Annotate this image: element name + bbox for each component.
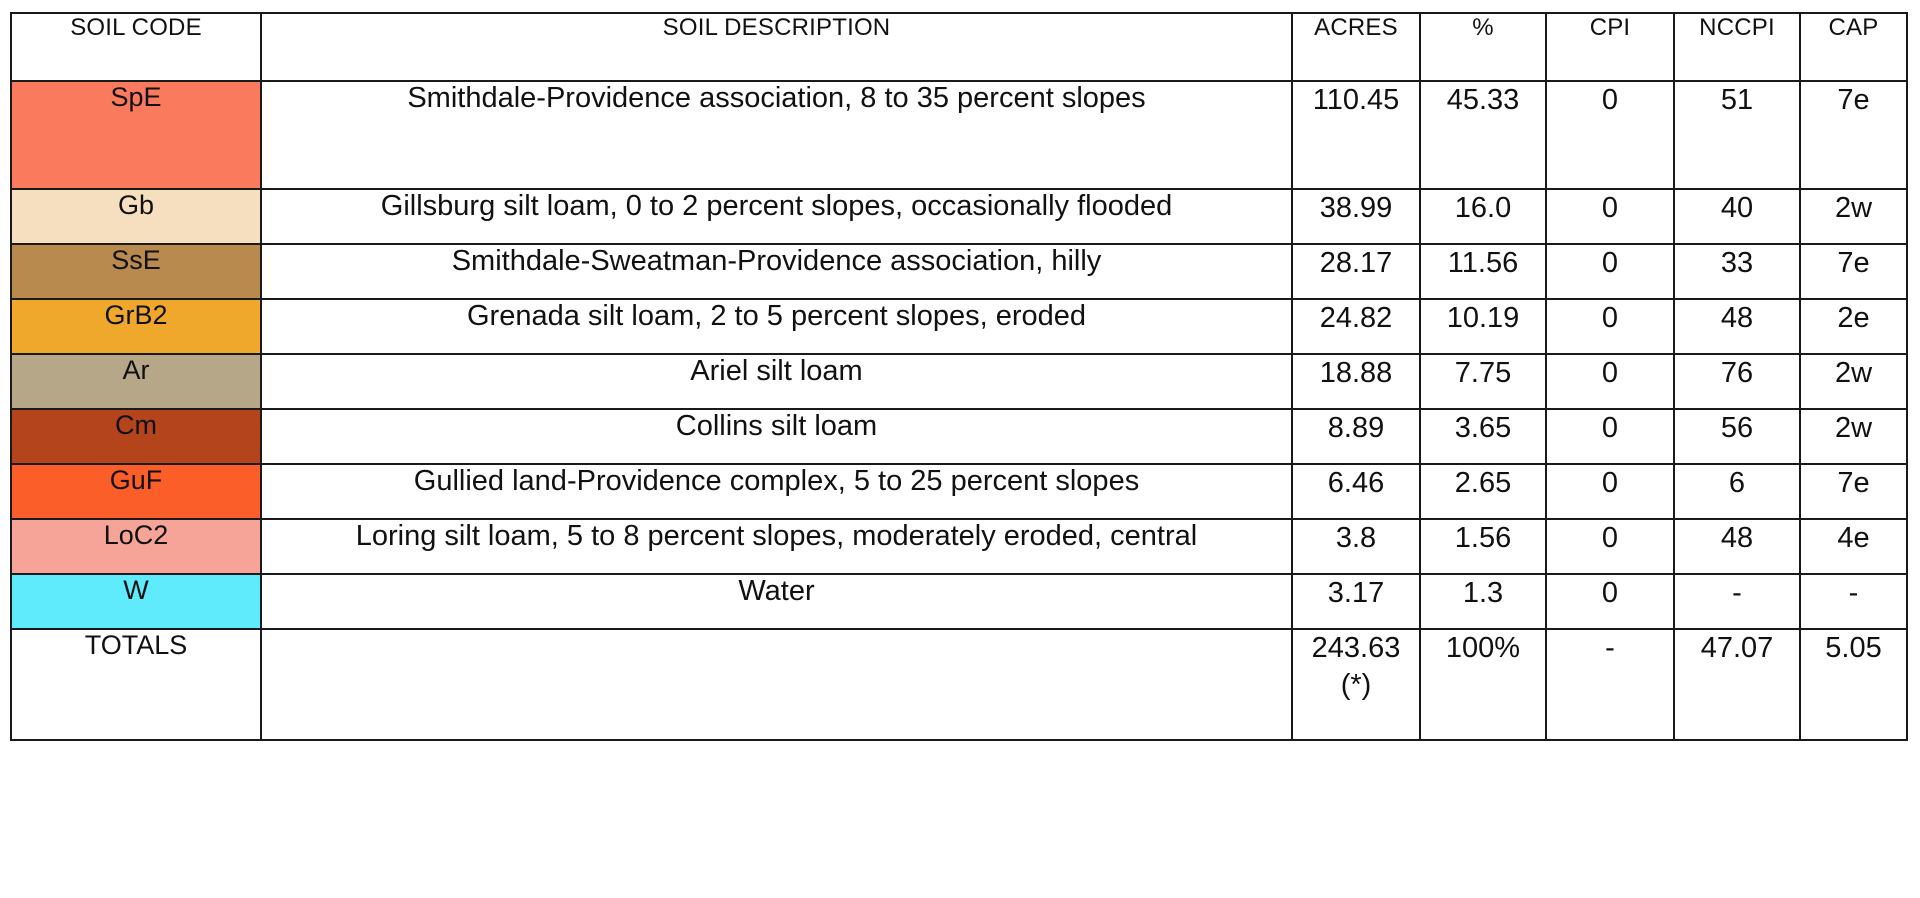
cpi-cell: 0	[1546, 244, 1674, 299]
acres-cell: 3.17	[1292, 574, 1420, 629]
nccpi-cell: 40	[1674, 189, 1800, 244]
cap-cell: 7e	[1800, 464, 1907, 519]
acres-cell: 24.82	[1292, 299, 1420, 354]
cpi-cell: 0	[1546, 189, 1674, 244]
nccpi-cell: 56	[1674, 409, 1800, 464]
soil-code-cell: Cm	[11, 409, 261, 464]
table-row	[11, 574, 1907, 629]
cpi-cell: 0	[1546, 81, 1674, 189]
soil-description-cell: Gullied land-Providence complex, 5 to 25 percent slopes	[261, 464, 1292, 519]
cap-cell: -	[1800, 574, 1907, 629]
acres-cell: 6.46	[1292, 464, 1420, 519]
soil-code-cell: Gb	[11, 189, 261, 244]
soil-description-cell: Ariel silt loam	[261, 354, 1292, 409]
soil-code-cell: GrB2	[11, 299, 261, 354]
soil-code-cell: SsE	[11, 244, 261, 299]
totals-nccpi-cell: 47.07	[1674, 629, 1800, 740]
soil-code-cell: SpE	[11, 81, 261, 189]
percent-cell: 1.3	[1420, 574, 1546, 629]
cpi-cell: 0	[1546, 409, 1674, 464]
nccpi-cell: 33	[1674, 244, 1800, 299]
soil-description-cell: Smithdale-Sweatman-Providence association, hilly	[261, 244, 1292, 299]
header-cpi: CPI	[1546, 13, 1674, 81]
cap-cell: 4e	[1800, 519, 1907, 574]
cap-cell: 2w	[1800, 409, 1907, 464]
cap-cell: 2e	[1800, 299, 1907, 354]
cpi-cell: 0	[1546, 519, 1674, 574]
percent-cell: 3.65	[1420, 409, 1546, 464]
cap-cell: 7e	[1800, 244, 1907, 299]
table-row	[11, 464, 1907, 519]
percent-cell: 45.33	[1420, 81, 1546, 189]
soil-code-cell: GuF	[11, 464, 261, 519]
cpi-cell: 0	[1546, 299, 1674, 354]
header-cap: CAP	[1800, 13, 1907, 81]
header-soil-code: SOIL CODE	[11, 13, 261, 81]
totals-label: TOTALS	[11, 629, 261, 740]
nccpi-cell: 76	[1674, 354, 1800, 409]
totals-cpi-cell: -	[1546, 629, 1674, 740]
nccpi-cell: 51	[1674, 81, 1800, 189]
cap-cell: 7e	[1800, 81, 1907, 189]
table-row	[11, 244, 1907, 299]
table-row	[11, 519, 1907, 574]
acres-cell: 3.8	[1292, 519, 1420, 574]
table-row	[11, 81, 1907, 189]
soil-description-cell: Grenada silt loam, 2 to 5 percent slopes, eroded	[261, 299, 1292, 354]
soil-description-cell: Water	[261, 574, 1292, 629]
cpi-cell: 0	[1546, 354, 1674, 409]
header-soil-description: SOIL DESCRIPTION	[261, 13, 1292, 81]
acres-cell: 38.99	[1292, 189, 1420, 244]
header-acres: ACRES	[1292, 13, 1420, 81]
acres-cell: 110.45	[1292, 81, 1420, 189]
totals-cap-cell: 5.05	[1800, 629, 1907, 740]
header-nccpi: NCCPI	[1674, 13, 1800, 81]
acres-cell: 28.17	[1292, 244, 1420, 299]
percent-cell: 2.65	[1420, 464, 1546, 519]
percent-cell: 7.75	[1420, 354, 1546, 409]
nccpi-cell: 48	[1674, 519, 1800, 574]
soil-description-cell: Smithdale-Providence association, 8 to 35 percent slopes	[261, 81, 1292, 189]
percent-cell: 16.0	[1420, 189, 1546, 244]
nccpi-cell: 6	[1674, 464, 1800, 519]
header-percent: %	[1420, 13, 1546, 81]
acres-cell: 8.89	[1292, 409, 1420, 464]
table-row	[11, 354, 1907, 409]
cap-cell: 2w	[1800, 189, 1907, 244]
soil-table-container	[10, 12, 1908, 741]
soil-description-cell: Collins silt loam	[261, 409, 1292, 464]
soil-code-cell: Ar	[11, 354, 261, 409]
soil-description-cell: Gillsburg silt loam, 0 to 2 percent slopes, occasionally flooded	[261, 189, 1292, 244]
percent-cell: 10.19	[1420, 299, 1546, 354]
totals-acres-cell: 243.63(*)	[1292, 629, 1420, 740]
header-row	[11, 13, 1907, 81]
totals-row	[11, 629, 1907, 740]
acres-cell: 18.88	[1292, 354, 1420, 409]
totals-description-cell	[261, 629, 1292, 740]
cap-cell: 2w	[1800, 354, 1907, 409]
table-row	[11, 299, 1907, 354]
soil-description-cell: Loring silt loam, 5 to 8 percent slopes, moderately eroded, central	[261, 519, 1292, 574]
nccpi-cell: -	[1674, 574, 1800, 629]
soil-code-cell: LoC2	[11, 519, 261, 574]
cpi-cell: 0	[1546, 464, 1674, 519]
nccpi-cell: 48	[1674, 299, 1800, 354]
soil-table	[10, 12, 1908, 741]
soil-code-cell: W	[11, 574, 261, 629]
cpi-cell: 0	[1546, 574, 1674, 629]
table-row	[11, 409, 1907, 464]
percent-cell: 11.56	[1420, 244, 1546, 299]
table-row	[11, 189, 1907, 244]
percent-cell: 1.56	[1420, 519, 1546, 574]
totals-percent-cell: 100%	[1420, 629, 1546, 740]
